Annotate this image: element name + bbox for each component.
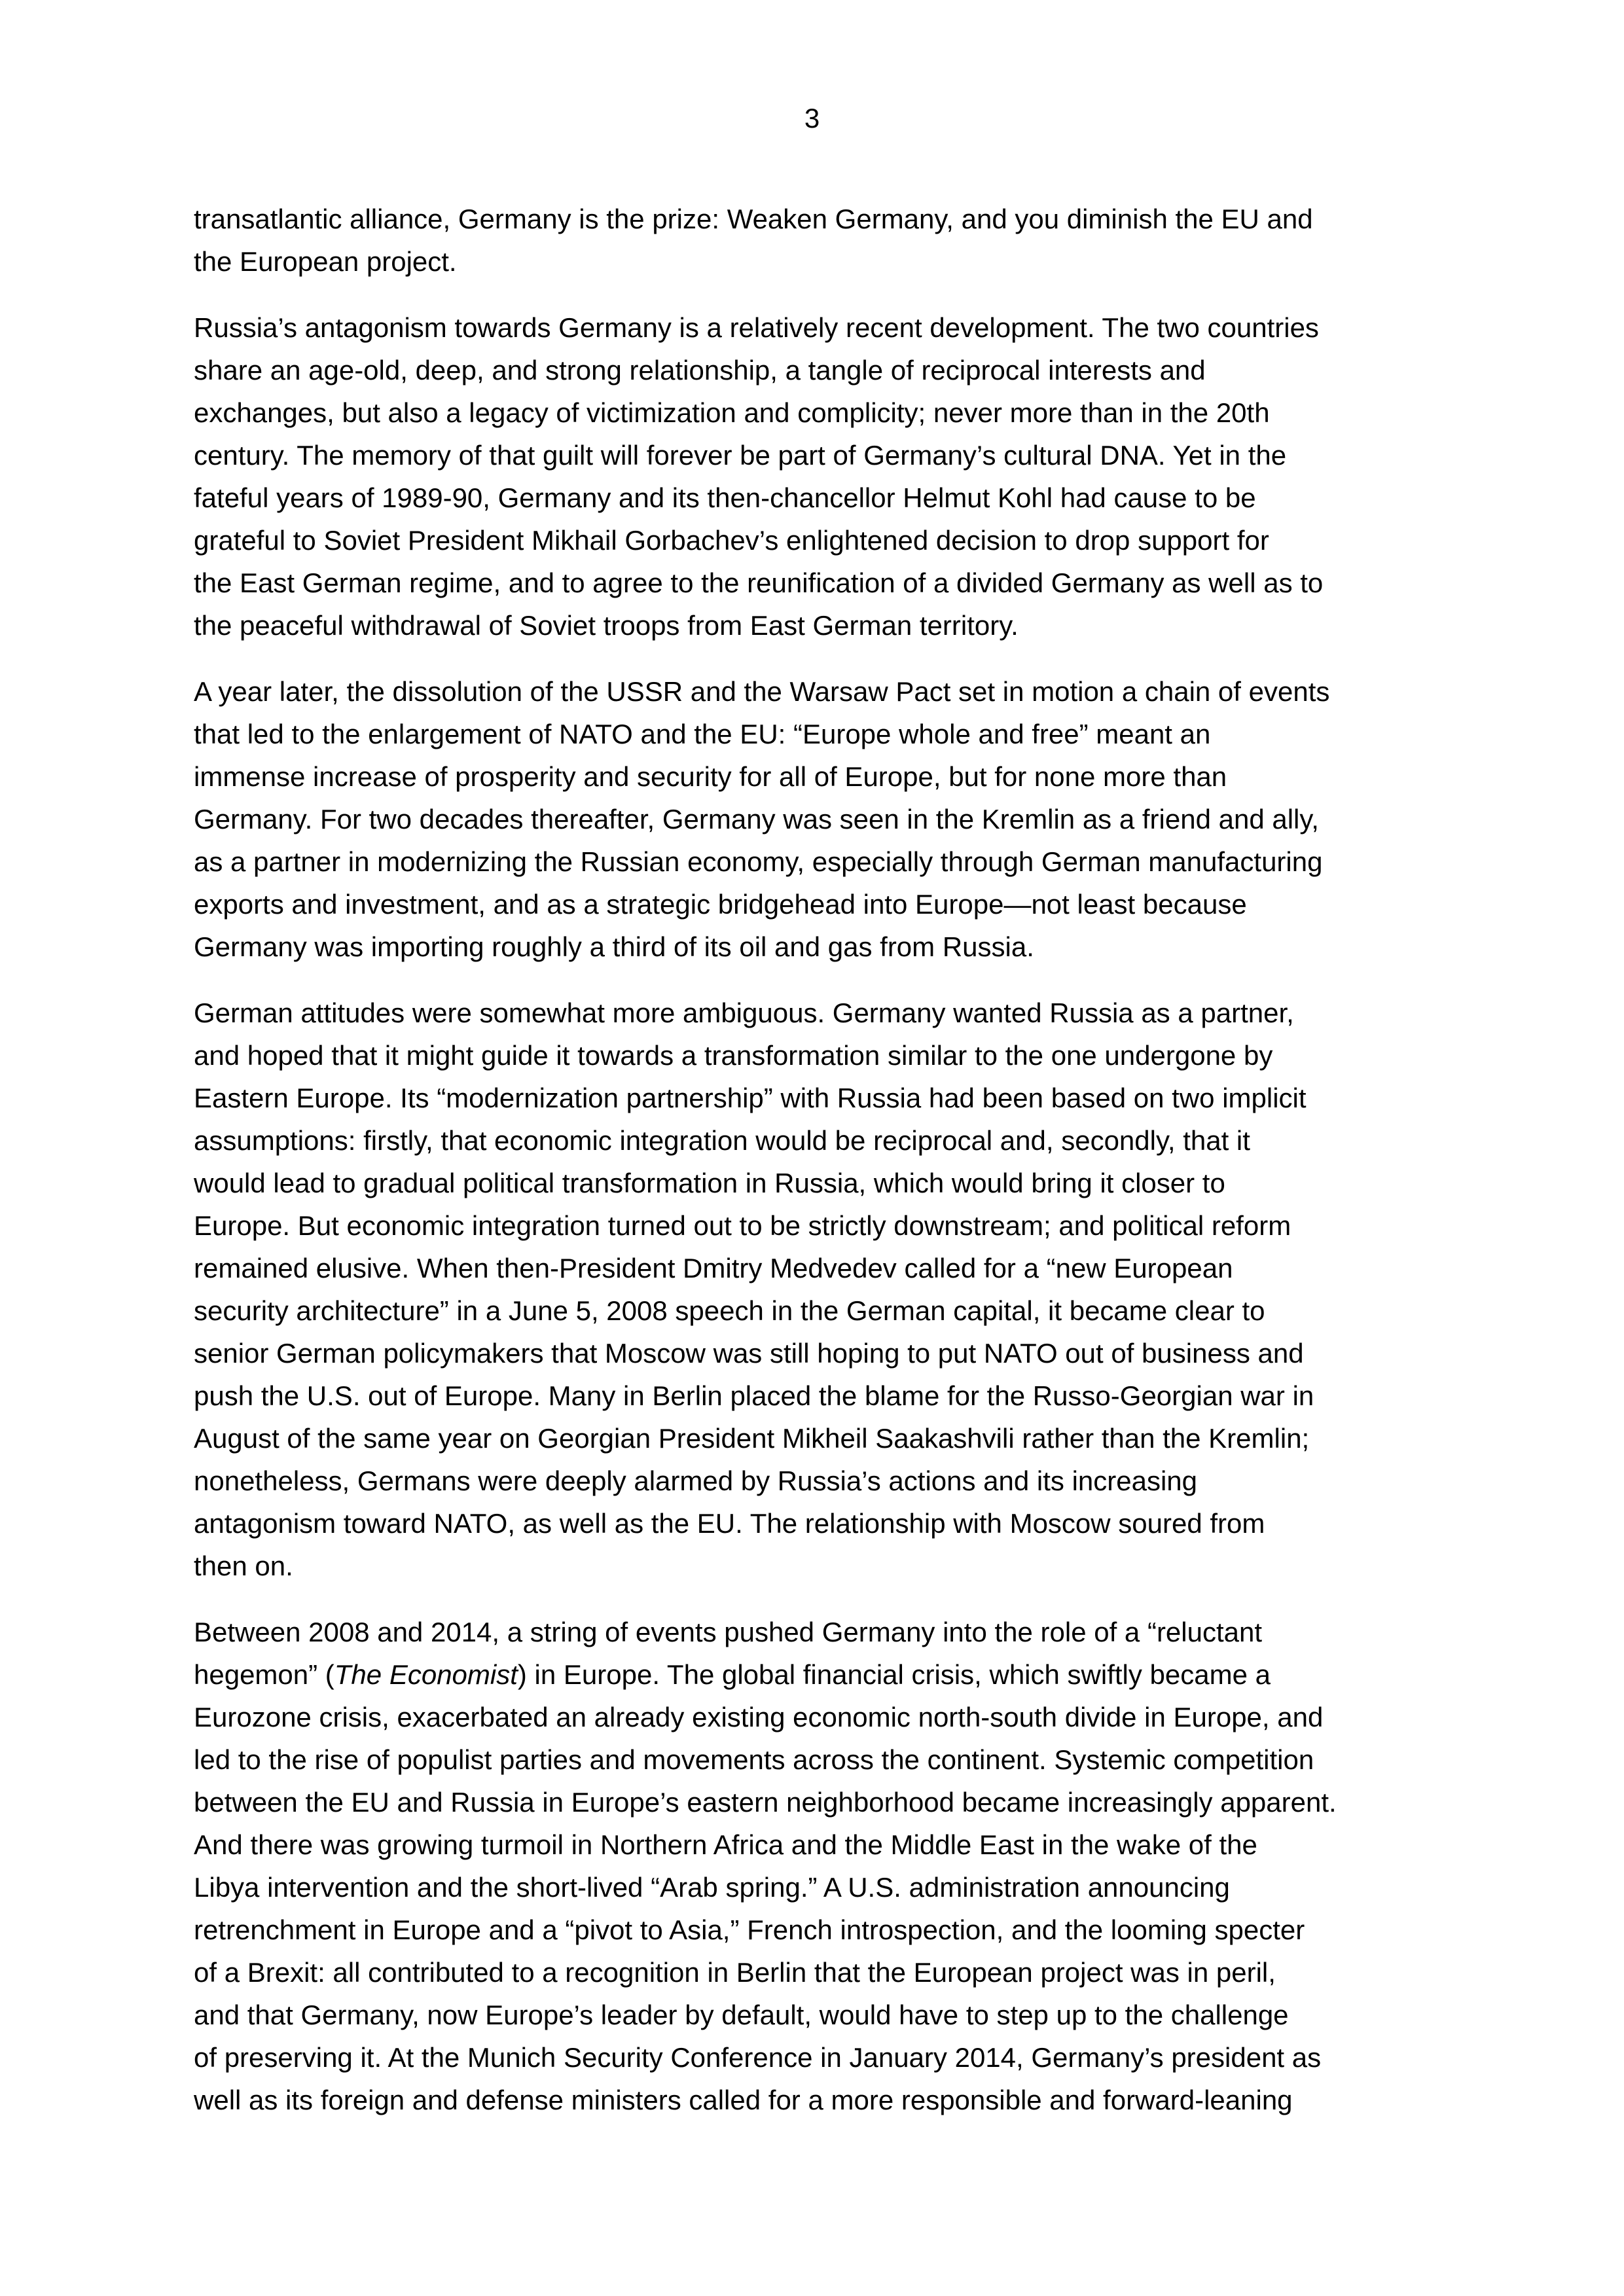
text-line: Germany was importing roughly a third of its oil and gas from Russia. [194,931,1034,962]
paragraph [194,198,1432,283]
text-line: exports and investment, and as a strategic bridgehead into Europe—not least because [194,889,1247,920]
text-line: led to the rise of populist parties and movements across the continent. Systemic competition [194,1744,1314,1775]
paragraph [194,992,1432,1587]
paragraph [194,670,1432,968]
text-line: Between 2008 and 2014, a string of events pushed Germany into the role of a “reluctant [194,1617,1263,1647]
paragraph [194,1611,1432,2121]
text-line: German attitudes were somewhat more ambiguous. Germany wanted Russia as a partner, [194,997,1294,1028]
text-line: grateful to Soviet President Mikhail Gorbachev’s enlightened decision to drop support for [194,525,1269,556]
text-line: Eurozone crisis, exacerbated an already existing economic north-south divide in Europe, and [194,1702,1324,1732]
text-line: and that Germany, now Europe’s leader by default, would have to step up to the challenge [194,2000,1289,2030]
text-line: share an age-old, deep, and strong relationship, a tangle of reciprocal interests and [194,355,1206,386]
text-line: antagonism toward NATO, as well as the EU. The relationship with Moscow soured from [194,1508,1265,1539]
text-line: the European project. [194,246,457,277]
text-line: assumptions: firstly, that economic integration would be reciprocal and, secondly, that it [194,1125,1250,1156]
text-line: the East German regime, and to agree to the reunification of a divided Germany as well as to [194,567,1324,598]
text-line: Europe. But economic integration turned out to be strictly downstream; and political reform [194,1210,1291,1241]
text-line: exchanges, but also a legacy of victimization and complicity; never more than in the 20th [194,397,1270,428]
document-body [194,198,1432,2145]
text-line: senior German policymakers that Moscow was still hoping to put NATO out of business and [194,1338,1304,1369]
text-line: Germany. For two decades thereafter, Germany was seen in the Kremlin as a friend and ally, [194,804,1319,834]
text-line: as a partner in modernizing the Russian economy, especially through German manufacturing [194,846,1323,877]
text-line: August of the same year on Georgian President Mikheil Saakashvili rather than the Kremlin; [194,1423,1310,1454]
text-line: Eastern Europe. Its “modernization partnership” with Russia had been based on two implicit [194,1083,1307,1113]
text-line: century. The memory of that guilt will forever be part of Germany’s cultural DNA. Yet in the [194,440,1287,471]
text-line: then on. [194,1551,293,1581]
paragraph [194,306,1432,647]
text-line: of preserving it. At the Munich Security Conference in January 2014, Germany’s president as [194,2042,1322,2073]
text-line: of a Brexit: all contributed to a recognition in Berlin that the European project was in peril, [194,1957,1276,1988]
text-line: well as its foreign and defense ministers called for a more responsible and forward-leaning [194,2085,1293,2115]
text-line: that led to the enlargement of NATO and the EU: “Europe whole and free” meant an [194,719,1211,749]
text-line: security architecture” in a June 5, 2008 speech in the German capital, it became clear to [194,1295,1265,1326]
text-line: transatlantic alliance, Germany is the prize: Weaken Germany, and you diminish the EU and [194,204,1313,234]
text-line: the peaceful withdrawal of Soviet troops from East German territory. [194,610,1019,641]
text-line: retrenchment in Europe and a “pivot to Asia,” French introspection, and the looming specter [194,1914,1305,1945]
text-line: Libya intervention and the short-lived “Arab spring.” A U.S. administration announcing [194,1872,1230,1903]
text-line: A year later, the dissolution of the USSR and the Warsaw Pact set in motion a chain of events [194,676,1330,707]
text-line: fateful years of 1989-90, Germany and its then-chancellor Helmut Kohl had cause to be [194,482,1256,513]
text-line: Russia’s antagonism towards Germany is a relatively recent development. The two countries [194,312,1319,343]
text-line: remained elusive. When then-President Dmitry Medvedev called for a “new European [194,1253,1233,1283]
text-line: between the EU and Russia in Europe’s eastern neighborhood became increasingly apparent. [194,1787,1337,1818]
text-line: would lead to gradual political transformation in Russia, which would bring it closer to [194,1168,1225,1198]
text-line: And there was growing turmoil in Northern Africa and the Middle East in the wake of the [194,1829,1257,1860]
text-line: nonetheless, Germans were deeply alarmed by Russia’s actions and its increasing [194,1465,1198,1496]
text-line: immense increase of prosperity and security for all of Europe, but for none more than [194,761,1227,792]
page-number: 3 [804,103,820,134]
text-line: and hoped that it might guide it towards a transformation similar to the one undergone by [194,1040,1273,1071]
text-line: hegemon” (The Economist) in Europe. The global financial crisis, which swiftly became a [194,1659,1271,1690]
text-line: push the U.S. out of Europe. Many in Berlin placed the blame for the Russo-Georgian war in [194,1380,1314,1411]
